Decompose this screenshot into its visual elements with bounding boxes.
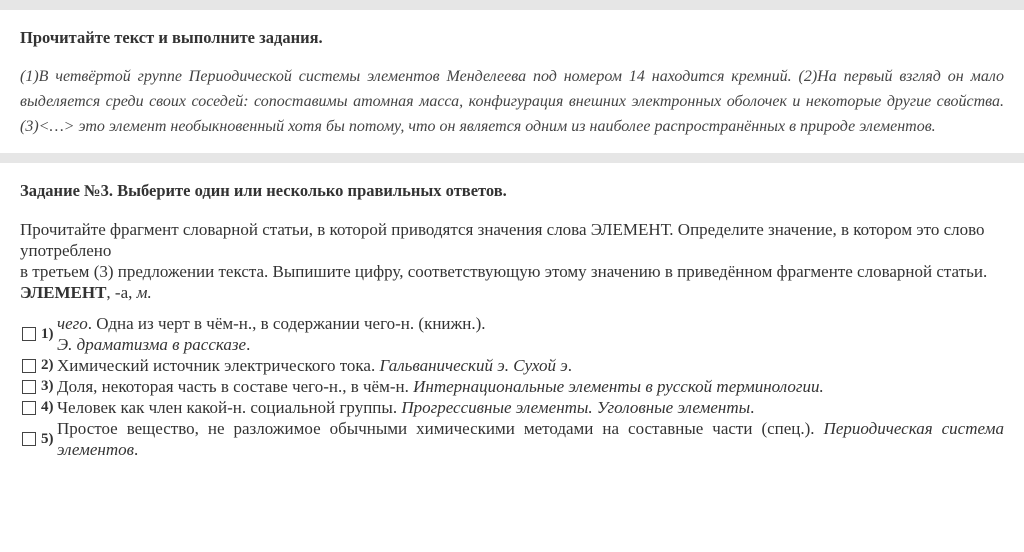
answer-checkbox-5[interactable] — [22, 432, 36, 446]
option-text — [57, 397, 1004, 418]
task-instruction — [20, 219, 1004, 282]
option-number: 1) — [41, 325, 54, 342]
answer-option-5[interactable] — [20, 418, 1004, 460]
option-text — [57, 418, 1004, 460]
task-instruction-line2: в третьем (3) предложении текста. Выпишите цифру, соответствующую этому значению в приведённом фрагменте словарной статьи. — [20, 262, 988, 281]
reading-instruction-title: Прочитайте текст и выполните задания. — [20, 28, 323, 47]
answer-option-2[interactable] — [20, 355, 1004, 376]
option-definition: Человек как член какой-н. социальной группы. — [57, 398, 402, 417]
option-definition: Простое вещество, не разложимое обычными химическими методами на составные части (спец.). — [57, 419, 824, 438]
answer-checkbox-3[interactable] — [22, 380, 36, 394]
answer-checkbox-2[interactable] — [22, 359, 36, 373]
dictionary-headword — [20, 282, 1004, 303]
option-text — [57, 313, 1004, 355]
option-definition: Химический источник электрического тока. — [57, 356, 380, 375]
section-divider — [0, 153, 1024, 163]
option-number: 4) — [41, 399, 54, 415]
option-post: . — [567, 356, 573, 375]
headword-word: ЭЛЕМЕНТ — [20, 283, 107, 302]
answer-options — [20, 313, 1004, 460]
option-text — [57, 376, 1004, 397]
answer-checkbox-1[interactable] — [22, 327, 36, 341]
option-example: Периодическая система элементов — [57, 419, 1004, 459]
task-section — [0, 181, 1024, 460]
reading-section — [0, 28, 1024, 139]
task-title: Задание №3. Выберите один или несколько правильных ответов. — [20, 181, 507, 200]
option-post: . — [134, 440, 139, 459]
option-post: . — [246, 335, 251, 354]
reading-passage: (1)В четвёртой группе Периодической системы элементов Менделеева под номером 14 находится кремний. (2)На первый взгляд он мало выделяется среди своих соседей: сопоставимы атомная масса, конфигурация внешних электронных оболочек и некоторые другие свойства. (3)<…> это элемент необыкновенный хотя бы потому, что он является одним из наиболее распространённых в природе элементов. — [20, 68, 1004, 135]
headword-gender: м. — [136, 283, 152, 302]
top-divider — [0, 0, 1024, 10]
option-text — [57, 355, 1004, 376]
option-definition: Доля, некоторая часть в составе чего-н., в чём-н. — [57, 377, 414, 396]
option-example: Гальванический э. Сухой э — [379, 356, 568, 375]
answer-option-4[interactable] — [20, 397, 1004, 418]
headword-forms: , -а, — [106, 283, 137, 302]
option-example: Э. драматизма в рассказе — [57, 335, 247, 354]
option-example: Прогрессивные элементы. Уголовные элементы — [401, 398, 751, 417]
option-example: Интернациональные элементы в русской терминологии. — [413, 377, 824, 396]
option-number: 3) — [41, 378, 54, 394]
answer-option-3[interactable] — [20, 376, 1004, 397]
option-definition: . Одна из черт в чём-н., в содержании чего-н. (книжн.). — [87, 314, 486, 333]
option-number: 2) — [41, 357, 54, 373]
task-instruction-line1: Прочитайте фрагмент словарной статьи, в которой приводятся значения слова ЭЛЕМЕНТ. Определите значение, в котором это слово употреблено — [20, 220, 985, 260]
answer-checkbox-4[interactable] — [22, 401, 36, 415]
option-number: 5) — [41, 430, 54, 447]
answer-option-1[interactable] — [20, 313, 1004, 355]
option-post: . — [750, 398, 755, 417]
option-prefix: чего — [57, 314, 88, 333]
